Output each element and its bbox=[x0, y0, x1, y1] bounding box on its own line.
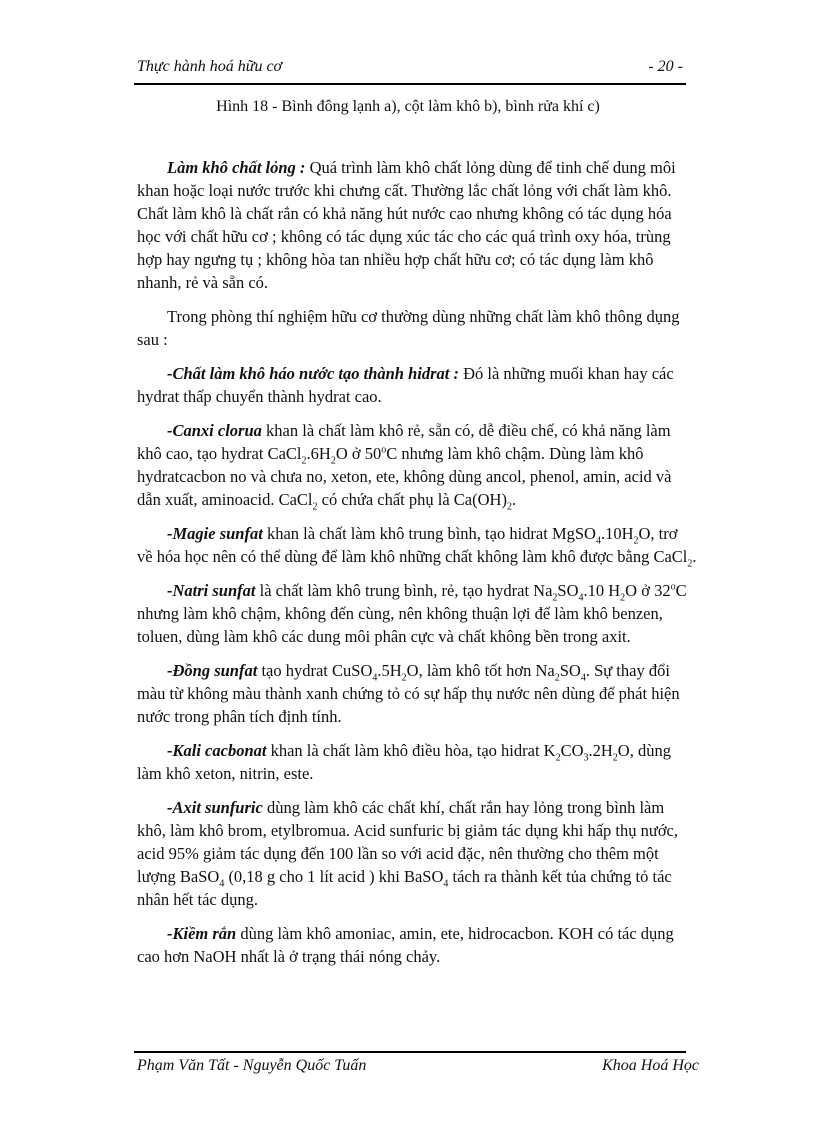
paragraph-sodium-sulfate: -Natri sunfat là chất làm khô trung bình, rẻ, tạo hydrat $Na_2SO_4.10$ $H_2O$ ở 32$^o$C nhưng làm khô chậm, không đến cùng, nên không thuận lợi để làm khô benzen, toluen, dùng làm khô các dung môi phân cực và chất không bền trong axit. bbox=[137, 581, 687, 646]
term: -Chất làm khô háo nước tạo thành hidrat : bbox=[167, 364, 459, 383]
figure-caption: Hình 18 - Bình đông lạnh a), cột làm khô b), bình rửa khí c) bbox=[216, 98, 600, 115]
term: Làm khô chất lỏng : bbox=[167, 158, 306, 177]
term: -Magie sunfat bbox=[167, 524, 263, 543]
header-title: Thực hành hoá hữu cơ bbox=[137, 58, 283, 75]
footer-authors: Phạm Văn Tất - Nguyễn Quốc Tuấn bbox=[137, 1057, 367, 1074]
term: -Natri sunfat bbox=[167, 581, 256, 600]
term: -Kiềm rắn bbox=[167, 924, 237, 943]
body-text bbox=[137, 156, 697, 979]
paragraph-sulfuric-acid: -Axit sunfuric dùng làm khô các chất khí, chất rắn hay lỏng trong bình làm khô, làm khô brom, etylbromua. Acid sunfuric bị giảm tác dụng khi hấp thụ nước, acid 95% giảm tác dụng đến 100 lần so với acid đặc, nên thường cho thêm một lượng BaSO$_4$ (0,18 g cho 1 lít acid ) khi BaSO$_4$ tách ra thành kết tủa chứng tỏ tác nhân hết tác dụng. bbox=[137, 798, 678, 909]
paragraph-hydrate-desiccants: -Chất làm khô háo nước tạo thành hidrat : Đó là những muối khan hay các hydrat thấp chuyển thành hydrat cao. bbox=[137, 364, 674, 406]
page-header bbox=[137, 58, 683, 82]
paragraph-potassium-carbonate: -Kali cacbonat khan là chất làm khô điều hòa, tạo hidrat $K_2CO_3.2H_2O$, dùng làm khô xeton, nitrin, este. bbox=[137, 741, 671, 783]
paragraph-magnesium-sulfate: -Magie sunfat khan là chất làm khô trung bình, tạo hidrat $MgSO_4.10H_2O$, trơ về hóa học nên có thể dùng để làm khô những chất không làm khô được bằng CaCl$_2$. bbox=[137, 524, 697, 570]
paragraph-solid-alkali: -Kiềm rắn dùng làm khô amoniac, amin, ete, hidrocacbon. KOH có tác dụng cao hơn NaOH nhất là ở trạng thái nóng chảy. bbox=[137, 924, 674, 966]
page-footer bbox=[137, 1057, 699, 1081]
term: -Kali cacbonat bbox=[167, 741, 267, 760]
header-rule bbox=[134, 83, 686, 85]
footer-department: Khoa Hoá Học bbox=[602, 1057, 699, 1074]
paragraph-common-desiccants: Trong phòng thí nghiệm hữu cơ thường dùng những chất làm khô thông dụng sau : bbox=[137, 307, 680, 349]
paragraph-calcium-chloride: -Canxi clorua khan là chất làm khô rẻ, sẵn có, dễ điều chế, có khả năng làm khô cao, tạo hydrat $CaCl_2.6H_2O$ ở 50$^o$C nhưng làm khô chậm. Dùng làm khô hydratcacbon no và chưa no, xeton, ete, không dùng ancol, phenol, amin, acid và dẫn xuất, aminoacid. CaCl$_2$ có chứa chất phụ là $Ca(OH)_2$. bbox=[137, 421, 672, 513]
footer-rule bbox=[134, 1051, 686, 1053]
term: -Axit sunfuric bbox=[167, 798, 263, 817]
term: -Đồng sunfat bbox=[167, 661, 258, 680]
term: -Canxi clorua bbox=[167, 421, 262, 440]
header-page-number: - 20 - bbox=[648, 58, 683, 75]
paragraph-drying-liquids: Làm khô chất lỏng : Quá trình làm khô chất lỏng dùng để tinh chế dung môi khan hoặc loại nước trước khi chưng cất. Thường lắc chất lỏng với chất làm khô. Chất làm khô là chất rắn có khả năng hút nước cao nhưng không có tác dụng hóa học với chất hữu cơ ; không có tác dụng xúc tác cho các quá trình oxy hóa, trùng hợp hay ngưng tụ ; không hòa tan nhiều hợp chất hữu cơ; có tác dụng làm khô nhanh, rẻ và sẵn có. bbox=[137, 158, 676, 292]
paragraph-copper-sulfate: -Đồng sunfat tạo hydrat $CuSO_4.5H_2O$, làm khô tốt hơn $Na_2SO_4$. Sự thay đổi màu từ không màu thành xanh chứng tỏ có sự hấp thụ nước nên dùng để phát hiện nước trong phân tích định tính. bbox=[137, 661, 680, 726]
